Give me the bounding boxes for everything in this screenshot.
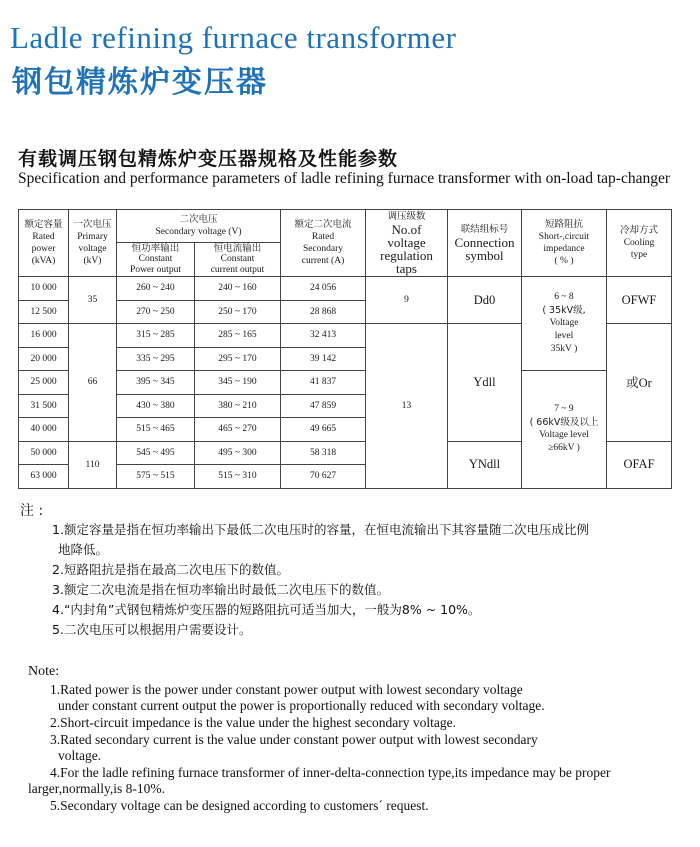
constant-power-cell: 315 ~ 285 (117, 324, 195, 348)
connection-symbol-cell: Dd0 (448, 277, 522, 324)
note-item: 2.短路阻抗是指在最高二次电压下的数值。 (52, 562, 289, 577)
secondary-current-cell: 39 142 (281, 347, 366, 371)
rated-power-cell: 40 000 (19, 418, 69, 442)
constant-current-cell: 380 ~ 210 (195, 394, 281, 418)
cooling-type-cell: 或Or (607, 324, 672, 442)
header-secondary-current: 额定二次电流 Rated Secondary current (A) (281, 210, 366, 277)
rated-power-cell: 12 500 (19, 300, 69, 324)
title-english: Ladle refining furnace transformer (10, 20, 457, 55)
constant-current-cell: 465 ~ 270 (195, 418, 281, 442)
note-item: 3.额定二次电流是指在恒功率输出时最低二次电压下的数值。 (52, 582, 389, 597)
primary-voltage-cell: 35 (69, 277, 117, 324)
notes-chinese-list (20, 520, 680, 640)
header-row (19, 210, 672, 243)
constant-power-cell: 430 ~ 380 (117, 394, 195, 418)
header-secondary-voltage: 二次电压 Secondary voltage (V) (117, 210, 281, 243)
header-impedance: 短路阻抗 Short-,circuit impedance ( % ) (522, 210, 607, 277)
note-item: 2.Short-circuit impedance is the value under the highest secondary voltage. (50, 715, 456, 730)
secondary-current-cell: 24 056 (281, 277, 366, 301)
header-regulation-taps: 调压级数 No.of voltage regulation taps (366, 210, 448, 277)
rated-power-cell: 25 000 (19, 371, 69, 395)
subtitle-english: Specification and performance parameters of ladle refining furnace transformer with on-load tap-changer (18, 170, 670, 187)
rated-power-cell: 63 000 (19, 465, 69, 489)
constant-power-cell: 545 ~ 495 (117, 441, 195, 465)
notes-chinese-label: 注 : (20, 503, 44, 519)
constant-power-cell: 515 ~ 465 (117, 418, 195, 442)
impedance-cell: 6 ~ 8 ( 35kV级, Voltage level 35kV ) (522, 277, 607, 371)
primary-voltage-cell: 110 (69, 441, 117, 488)
title-chinese: 钢包精炼炉变压器 (12, 65, 268, 100)
header-primary-voltage: 一次电压 Primary voltage (kV) (69, 210, 117, 277)
regulation-taps-cell: 9 (366, 277, 448, 324)
secondary-current-cell: 58 318 (281, 441, 366, 465)
impedance-cell: 7 ~ 9 ( 66kV级及以上 Voltage level ≥66kV ) (522, 371, 607, 489)
notes-english-list (28, 682, 678, 814)
spec-table (18, 209, 672, 489)
rated-power-cell: 10 000 (19, 277, 69, 301)
rated-power-cell: 16 000 (19, 324, 69, 348)
header-constant-power: 恒功率输出 Constant Power output (117, 243, 195, 277)
notes-chinese (20, 500, 680, 640)
note-item: 5.二次电压可以根据用户需要设计。 (52, 622, 252, 637)
rated-power-cell: 31 500 (19, 394, 69, 418)
constant-current-cell: 495 ~ 300 (195, 441, 281, 465)
constant-current-cell: 345 ~ 190 (195, 371, 281, 395)
cooling-type-cell: OFAF (607, 441, 672, 488)
note-item: 5.Secondary voltage can be designed according to customers´ request. (50, 798, 429, 813)
secondary-current-cell: 47 859 (281, 394, 366, 418)
constant-current-cell: 515 ~ 310 (195, 465, 281, 489)
notes-english (28, 664, 678, 815)
constant-current-cell: 285 ~ 165 (195, 324, 281, 348)
connection-symbol-cell: YNdll (448, 441, 522, 488)
rated-power-cell: 20 000 (19, 347, 69, 371)
secondary-current-cell: 32 413 (281, 324, 366, 348)
header-connection-symbol: 联结组标号 Connection symbol (448, 210, 522, 277)
constant-current-cell: 250 ~ 170 (195, 300, 281, 324)
subtitle-chinese: 有载调压钢包精炼炉变压器规格及性能参数 (18, 148, 399, 170)
notes-english-label: Note: (28, 664, 60, 679)
note-item: 3.Rated secondary current is the value under constant power output with lowest secondary voltage. (50, 732, 538, 763)
constant-power-cell: 395 ~ 345 (117, 371, 195, 395)
constant-current-cell: 240 ~ 160 (195, 277, 281, 301)
secondary-current-cell: 28 868 (281, 300, 366, 324)
constant-power-cell: 260 ~ 240 (117, 277, 195, 301)
primary-voltage-cell: 66 (69, 324, 117, 442)
table-row (19, 277, 672, 301)
table-row (19, 371, 672, 395)
constant-power-cell: 575 ~ 515 (117, 465, 195, 489)
constant-power-cell: 270 ~ 250 (117, 300, 195, 324)
note-item: 4.For the ladle refining furnace transformer of inner-delta-connection type,its impedance may be proper larger,normally,is 8-10%. (28, 765, 611, 796)
rated-power-cell: 50 000 (19, 441, 69, 465)
connection-symbol-cell: Ydll (448, 324, 522, 442)
note-item: 4.“内封角”式钢包精炼炉变压器的短路阻抗可适当加大，一般为8% ~ 10%。 (52, 602, 481, 617)
constant-power-cell: 335 ~ 295 (117, 347, 195, 371)
constant-current-cell: 295 ~ 170 (195, 347, 281, 371)
header-cooling-type: 冷却方式 Cooling type (607, 210, 672, 277)
note-item: 1.额定容量是指在恒功率输出下最低二次电压时的容量，在恒电流输出下其容量随二次电压成比例 地降低。 (52, 522, 589, 557)
secondary-current-cell: 49 665 (281, 418, 366, 442)
secondary-current-cell: 41 837 (281, 371, 366, 395)
header-rated-power: 额定容量 Rated power (kVA) (19, 210, 69, 277)
cooling-type-cell: OFWF (607, 277, 672, 324)
note-item: 1.Rated power is the power under constant power output with lowest secondary voltage under constant current output the power is proportionally reduced with secondary voltage. (50, 682, 545, 713)
header-constant-current: 恒电流输出 Constant current output (195, 243, 281, 277)
regulation-taps-cell: 13 (366, 324, 448, 489)
secondary-current-cell: 70 627 (281, 465, 366, 489)
